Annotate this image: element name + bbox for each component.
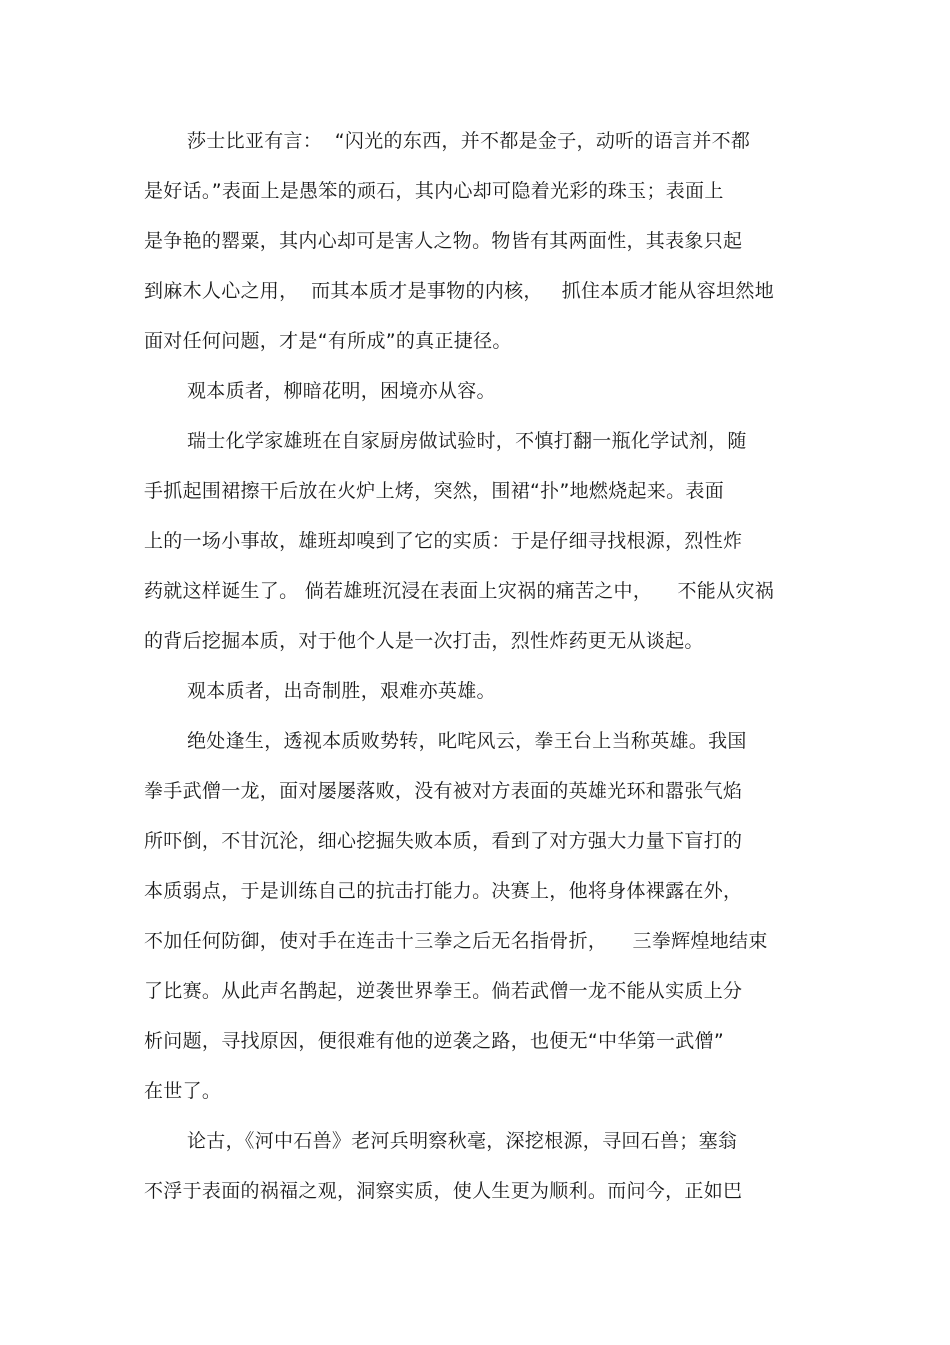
text-line: 的背后挖掘本质，对于他个人是一次打击，烈性炸药更无从谈起。: [144, 630, 704, 652]
text-line: 到麻木人心之用， 而其本质才是事物的内核， 抓住本质才能从容坦然地: [144, 280, 774, 302]
text-line: 莎士比亚有言： “闪光的东西，并不都是金子，动听的语言并不都: [187, 130, 751, 152]
text-line: 上的一场小事故，雄班却嗅到了它的实质：于是仔细寻找根源，烈性炸: [144, 530, 743, 552]
text-line: 手抓起围裙擦干后放在火炉上烤，突然，围裙“扑”地燃烧起来。表面: [144, 480, 724, 502]
text-line: 析问题，寻找原因，便很难有他的逆袭之路，也便无“中华第一武僧”: [144, 1030, 724, 1052]
text-line: 不加任何防御，使对手在连击十三拳之后无名指骨折， 三拳辉煌地结束: [144, 930, 768, 952]
text-line: 拳手武僧一龙，面对屡屡落败，没有被对方表面的英雄光环和嚣张气焰: [144, 780, 743, 802]
text-line: 了比赛。从此声名鹊起，逆袭世界拳王。倘若武僧一龙不能从实质上分: [144, 980, 743, 1002]
text-line: 瑞士化学家雄班在自家厨房做试验时，不慎打翻一瓶化学试剂，随: [187, 430, 747, 452]
text-line: 在世了。: [144, 1080, 222, 1102]
text-line: 论古，《河中石兽》老河兵明察秋毫，深挖根源，寻回石兽；塞翁: [187, 1130, 738, 1152]
text-line: 绝处逢生，透视本质败势转，叱咤风云，拳王台上当称英雄。我国: [187, 730, 747, 752]
text-line: 是好话。”表面上是愚笨的顽石，其内心却可隐着光彩的珠玉；表面上: [144, 180, 724, 202]
text-line: 面对任何问题，才是“有所成”的真正捷径。: [144, 330, 512, 352]
text-line: 观本质者，出奇制胜，艰难亦英雄。: [187, 680, 496, 702]
text-line: 本质弱点，于是训练自己的抗击打能力。决赛上，他将身体裸露在外，: [144, 880, 743, 902]
text-line: 是争艳的罂粟，其内心却可是害人之物。物皆有其两面性，其表象只起: [144, 230, 743, 252]
text-line: 不浮于表面的祸福之观，洞察实质，使人生更为顺利。而问今，正如巴: [144, 1180, 743, 1202]
text-line: 观本质者，柳暗花明，困境亦从容。: [187, 380, 496, 402]
text-line: 所吓倒，不甘沉沦，细心挖掘失败本质，看到了对方强大力量下盲打的: [144, 830, 743, 852]
text-line: 药就这样诞生了。 倘若雄班沉浸在表面上灾祸的痛苦之中， 不能从灾祸: [144, 580, 774, 602]
